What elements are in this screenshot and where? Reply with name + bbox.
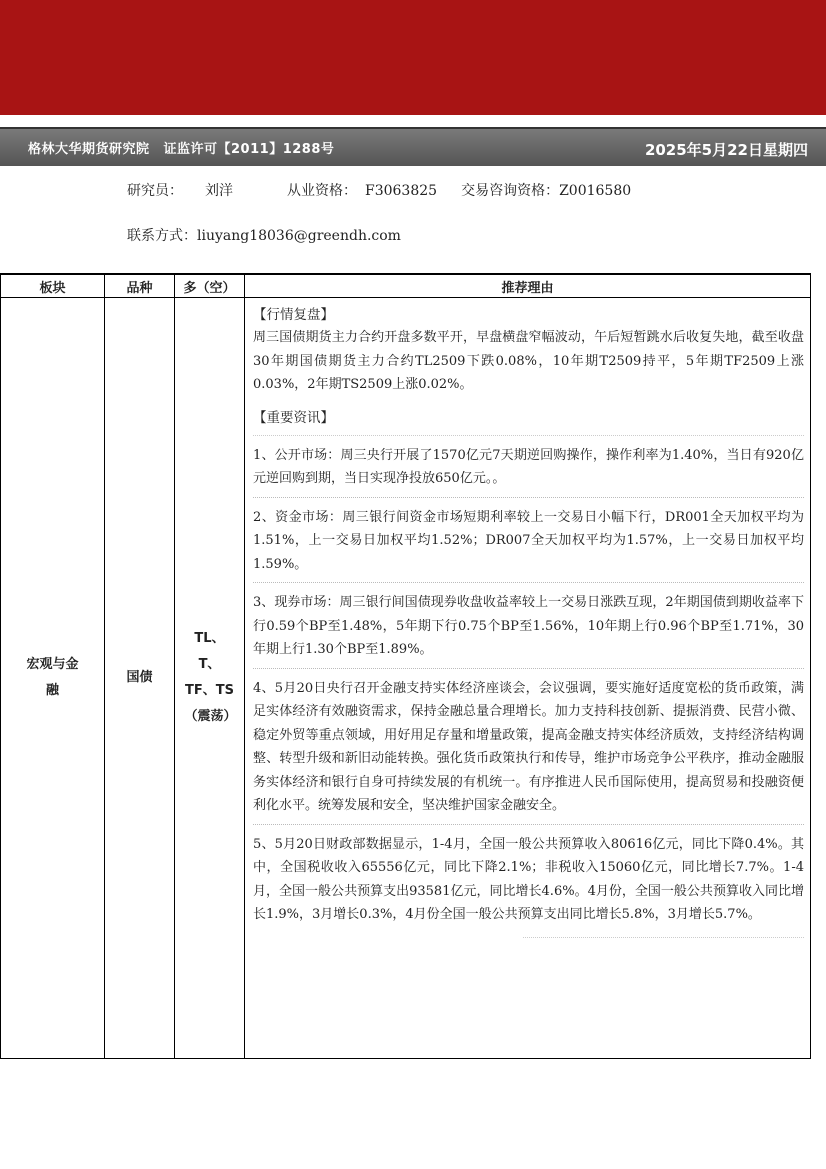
variety-cell: 国债	[105, 298, 175, 1059]
contact-label: 联系方式：	[127, 228, 197, 244]
news-item-3: 3、现券市场：周三银行间国债现券收盘收益率较上一交易日涨跌互现，2年期国债到期收益率下行0.59个BP至1.48%，5年期下行0.75个BP至1.56%，10年期上行0.96个BP至1.71%，30年期上行1.30个BP至1.89%。	[253, 591, 804, 669]
dotted-divider	[523, 927, 804, 938]
table-header-row	[1, 274, 811, 298]
table-row	[1, 298, 811, 1059]
license-number: 证监许可【2011】1288号	[163, 142, 335, 157]
review-text: 周三国债期货主力合约开盘多数平开，早盘横盘窄幅波动，午后短暂跳水后收复失地，截至收盘30年期国债期货主力合约TL2509下跌0.08%，10年期T2509持平，5年期TF2509上涨0.03%，2年期TS2509上涨0.02%。	[253, 330, 804, 392]
news-item-4: 4、5月20日央行召开金融支持实体经济座谈会，会议强调，要实施好适度宽松的货币政策，满足实体经济有效融资需求，保持金融总量合理增长。加力支持科技创新、提振消费、民营小微、稳定外贸等重点领域，用好用足存量和增量政策，提高金融支持实体经济质效，支持经济结构调整、转型升级和新旧动能转换。强化货币政策执行和传导，维护市场竞争公平秩序，推动金融服务实体经济和银行自身可持续发展的有机统一。有序推进人民币国际使用，提高贸易和投融资便利化水平。统筹发展和安全，坚决维护国家金融安全。	[253, 677, 804, 825]
header-sector: 板块	[1, 274, 105, 298]
top-banner	[0, 0, 826, 115]
qualification-label: 从业资格：	[287, 183, 357, 199]
header-variety: 品种	[105, 274, 175, 298]
qualification-number: F3063825	[365, 183, 438, 199]
news-item-1: 1、公开市场：周三央行开展了1570亿元7天期逆回购操作，操作利率为1.40%，当日有920亿元逆回购到期，当日实现净投放650亿元。。	[253, 444, 804, 498]
sector-cell: 宏观与金融	[26, 657, 79, 698]
report-date: 2025年5月22日星期四	[644, 141, 808, 159]
position-cell: TL、T、TF、TS（震荡）	[184, 631, 237, 724]
researcher-name: 刘洋	[205, 183, 233, 199]
consult-label: 交易咨询资格：	[461, 183, 560, 199]
institute-name: 格林大华期货研究院	[28, 142, 150, 157]
reason-cell	[245, 298, 811, 1059]
news-item-2: 2、资金市场：周三银行间资金市场短期利率较上一交易日小幅下行，DR001全天加权平均为1.51%，上一交易日加权平均1.52%；DR007全天加权平均为1.57%，上一交易日加权平均1.59%。	[253, 506, 804, 584]
contact-line	[127, 225, 401, 245]
header-position: 多（空）	[175, 274, 245, 298]
header-bar	[0, 127, 826, 166]
header-reason: 推荐理由	[245, 274, 811, 298]
researcher-line	[127, 180, 631, 200]
recommendation-table	[0, 273, 811, 1059]
contact-email: liuyang18036@greendh.com	[197, 228, 401, 244]
consult-number: Z0016580	[559, 183, 632, 199]
researcher-label: 研究员：	[127, 183, 183, 199]
review-title: 【行情复盘】	[253, 307, 334, 323]
news-item-5: 5、5月20日财政部数据显示，1-4月，全国一般公共预算收入80616亿元，同比下降0.4%。其中，全国税收收入65556亿元，同比下降2.1%；非税收入15060亿元，同比增长7.7%。1-4月，全国一般公共预算支出93581亿元，同比增长4.6%。4月份，全国一般公共预算收入同比增长1.9%，3月增长0.3%，4月份全国一般公共预算支出同比增长5.8%，3月增长5.7%。	[253, 836, 804, 922]
news-title: 【重要资讯】	[253, 407, 804, 436]
